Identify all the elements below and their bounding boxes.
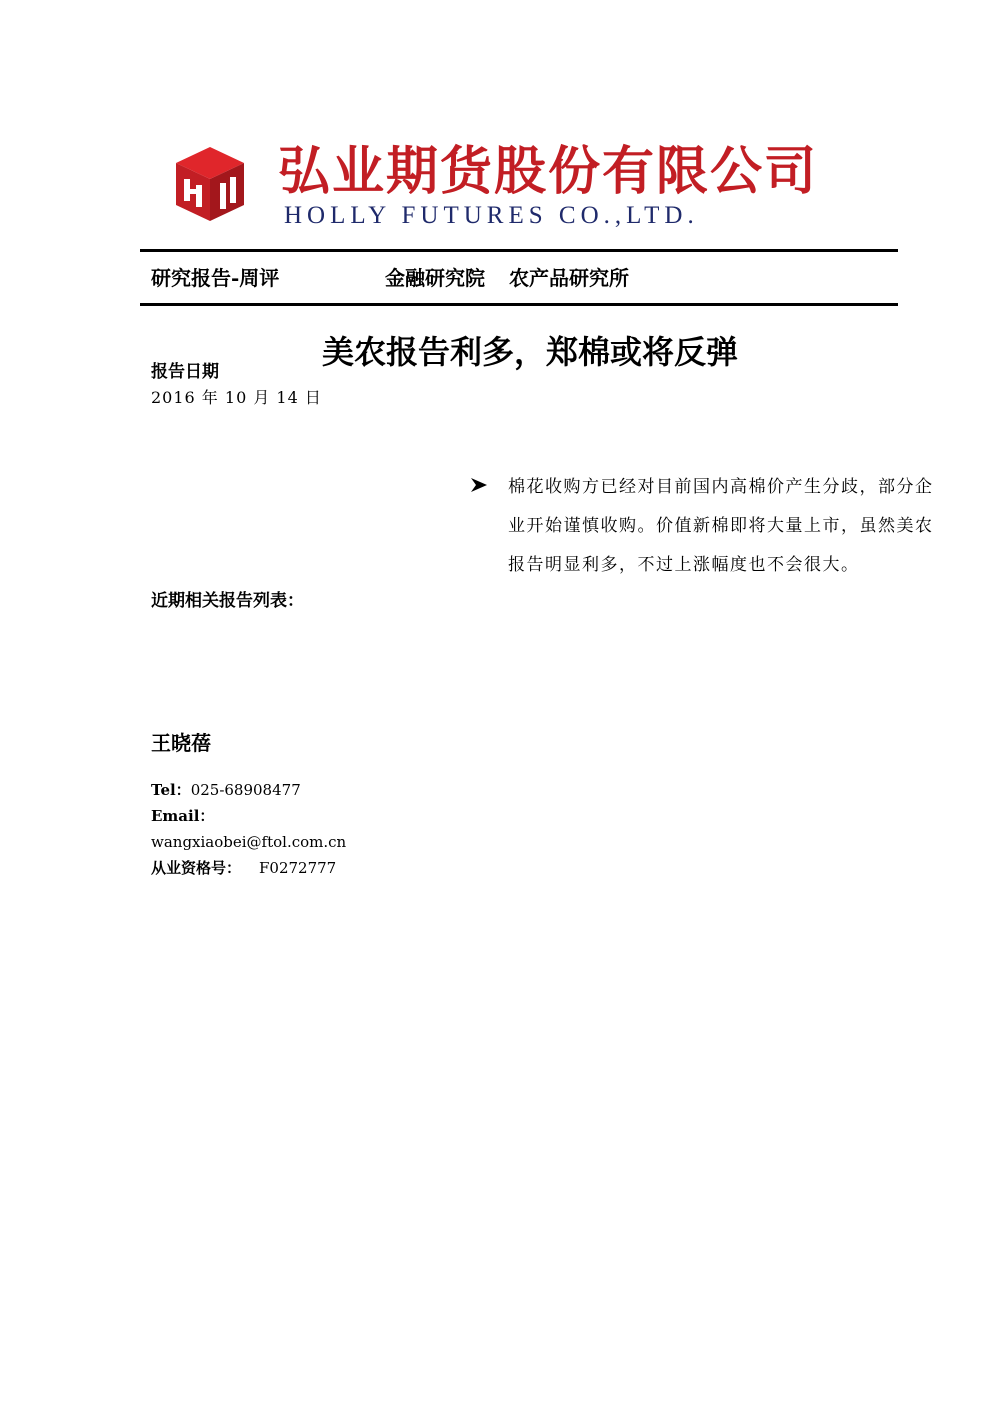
author-license [151, 857, 336, 879]
author-tel [151, 779, 301, 801]
report-date-value: 2016 年 10 月 14 日 [151, 388, 322, 407]
email-label: Email： [151, 807, 215, 825]
report-type: 研究报告-周评 [151, 266, 280, 290]
header-rule-top [140, 249, 898, 252]
tel-label: Tel： [151, 781, 191, 799]
report-title: 美农报告利多，郑棉或将反弹 [322, 333, 739, 371]
company-name-en: HOLLY FUTURES CO.,LTD. [284, 202, 699, 229]
summary-text: 棉花收购方已经对目前国内高棉价产生分歧，部分企业开始谨慎收购。价值新棉即将大量上市，虽然美农报告明显利多，不过上涨幅度也不会很大。 [508, 477, 934, 575]
header-rule-bottom [140, 303, 898, 306]
tel-value: 025-68908477 [190, 781, 301, 799]
report-date-label: 报告日期 [151, 362, 219, 382]
arrowhead-bullet-icon [470, 477, 488, 493]
research-departments [385, 264, 629, 292]
department-agri: 农产品研究所 [509, 266, 629, 290]
license-label: 从业资格号： [151, 859, 242, 877]
company-logo-mark-icon [170, 143, 250, 223]
company-name-cn: 弘业期货股份有限公司 [278, 141, 819, 202]
author-email-label [151, 805, 214, 827]
license-value: F0272777 [259, 859, 337, 877]
author-name: 王晓蓓 [151, 731, 211, 755]
department-finance: 金融研究院 [385, 266, 485, 290]
related-reports-label: 近期相关报告列表： [151, 591, 304, 611]
author-email[interactable]: wangxiaobei@ftol.com.cn [151, 833, 347, 851]
summary-bullet [470, 468, 940, 585]
